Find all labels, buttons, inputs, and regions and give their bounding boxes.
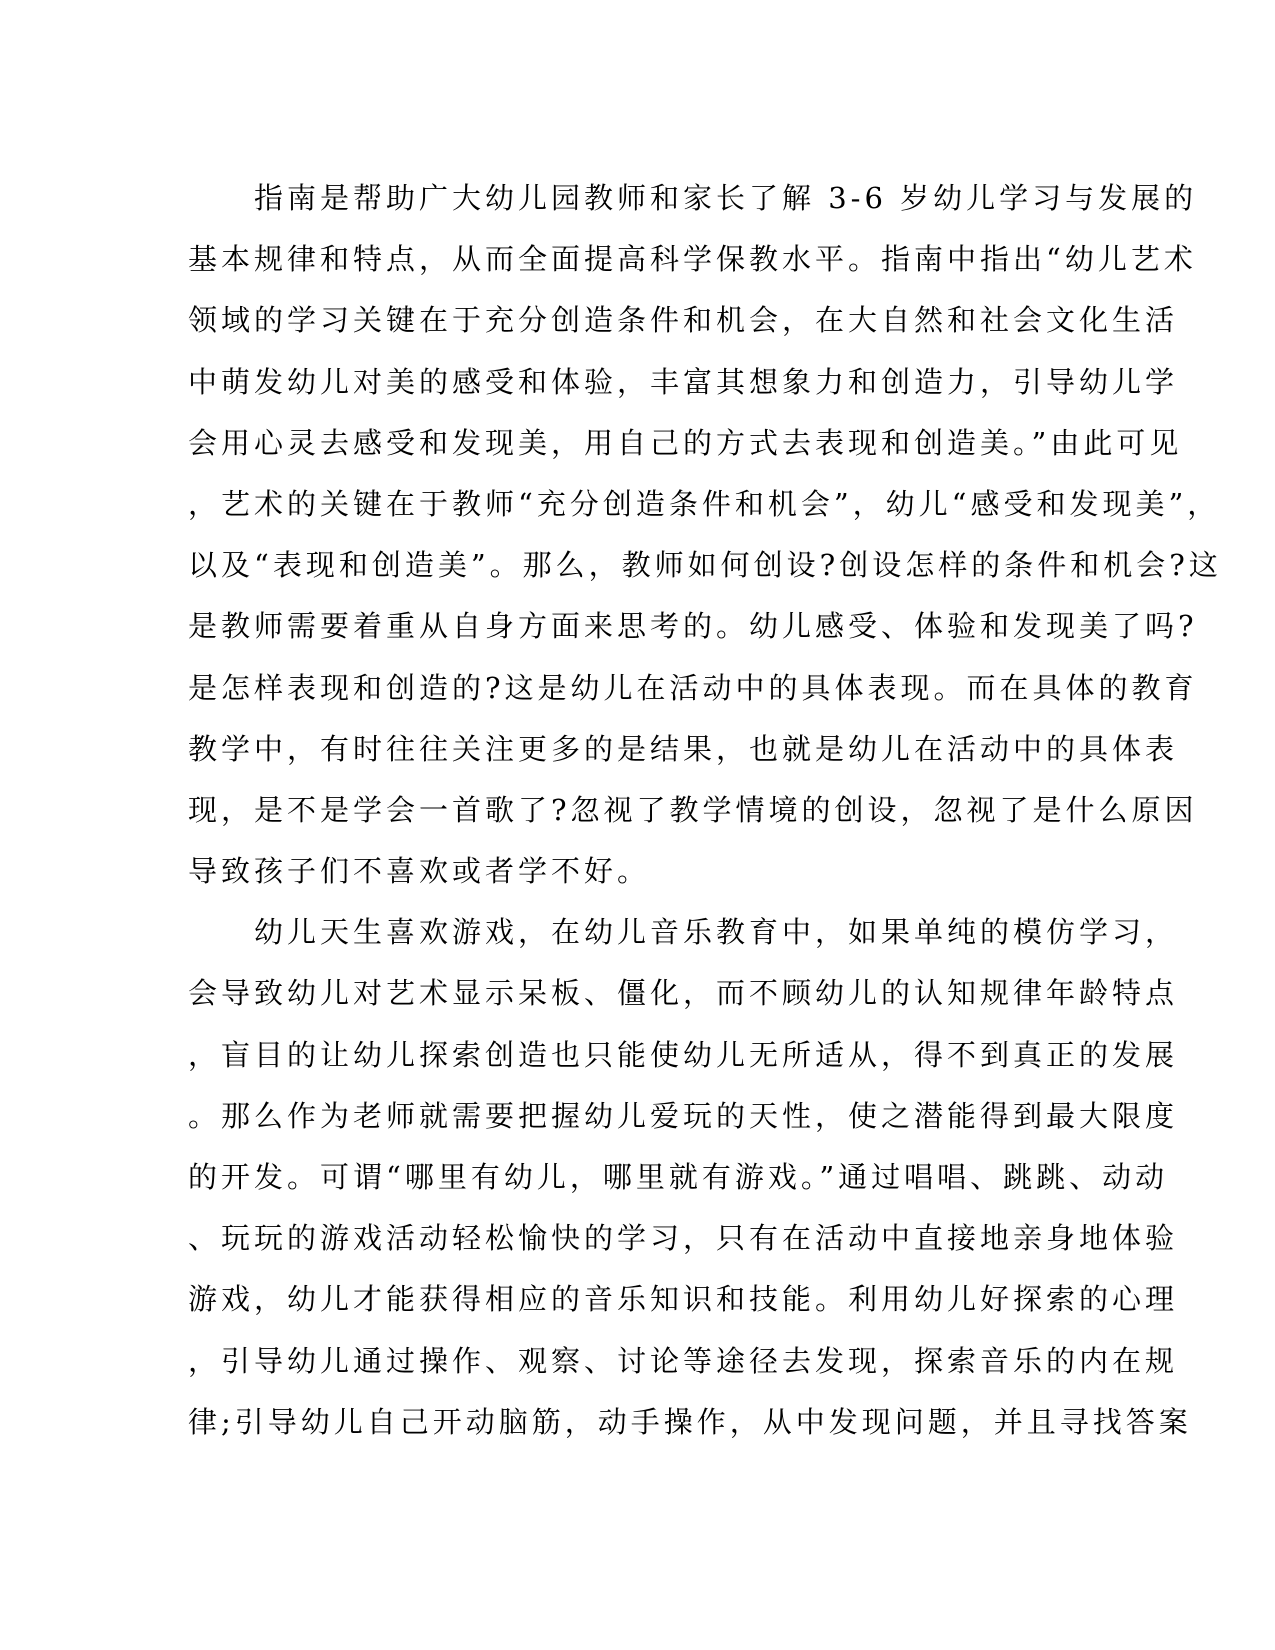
paragraph-line: 领域的学习关键在于充分创造条件和机会，在大自然和社会文化生活 <box>188 303 1179 338</box>
paragraph-line: 、玩玩的游戏活动轻松愉快的学习，只有在活动中直接地亲身地体验 <box>188 1221 1179 1256</box>
paragraph-line: ，引导幼儿通过操作、观察、讨论等途径去发现，探索音乐的内在规 <box>188 1343 1179 1378</box>
paragraph-line: 指南是帮助广大幼儿园教师和家长了解 3-6 岁幼儿学习与发展的 <box>254 181 1198 215</box>
paragraph-line: 导致孩子们不喜欢或者学不好。 <box>188 854 651 889</box>
paragraph-line: ，盲目的让幼儿探索创造也只能使幼儿无所适从，得不到真正的发展 <box>188 1037 1179 1072</box>
paragraph-line: 基本规律和特点，从而全面提高科学保教水平。指南中指出“幼儿艺术 <box>188 242 1197 277</box>
paragraph-line: 以及“表现和创造美”。那么，教师如何创设?创设怎样的条件和机会?这 <box>188 548 1222 583</box>
paragraph-line: 会用心灵去感受和发现美，用自己的方式去表现和创造美。”由此可见 <box>188 425 1183 460</box>
paragraph-line: 是怎样表现和创造的?这是幼儿在活动中的具体表现。而在具体的教育 <box>188 670 1198 705</box>
paragraph-line: 中萌发幼儿对美的感受和体验，丰富其想象力和创造力，引导幼儿学 <box>188 364 1179 399</box>
paragraph-1 <box>188 168 1222 902</box>
paragraph-line: 现，是不是学会一首歌了?忽视了教学情境的创设，忽视了是什么原因 <box>188 792 1198 827</box>
paragraph-line: ，艺术的关键在于教师“充分创造条件和机会”，幼儿“感受和发现美”， <box>188 486 1221 521</box>
paragraph-2 <box>188 902 1192 1453</box>
paragraph-line: 游戏，幼儿才能获得相应的音乐知识和技能。利用幼儿好探索的心理 <box>188 1282 1179 1317</box>
paragraph-line: 。那么作为老师就需要把握幼儿爱玩的天性，使之潜能得到最大限度 <box>188 1098 1179 1133</box>
paragraph-line: 是教师需要着重从自身方面来思考的。幼儿感受、体验和发现美了吗? <box>188 609 1198 644</box>
paragraph-line: 教学中，有时往往关注更多的是结果，也就是幼儿在活动中的具体表 <box>188 731 1179 766</box>
paragraph-line: 幼儿天生喜欢游戏，在幼儿音乐教育中，如果单纯的模仿学习， <box>254 915 1179 950</box>
document-body <box>188 168 1222 1453</box>
paragraph-line: 会导致幼儿对艺术显示呆板、僵化，而不顾幼儿的认知规律年龄特点 <box>188 976 1179 1011</box>
paragraph-line: 律;引导幼儿自己开动脑筋，动手操作，从中发现问题，并且寻找答案 <box>188 1404 1192 1439</box>
paragraph-line: 的开发。可谓“哪里有幼儿，哪里就有游戏。”通过唱唱、跳跳、动动 <box>188 1160 1169 1194</box>
